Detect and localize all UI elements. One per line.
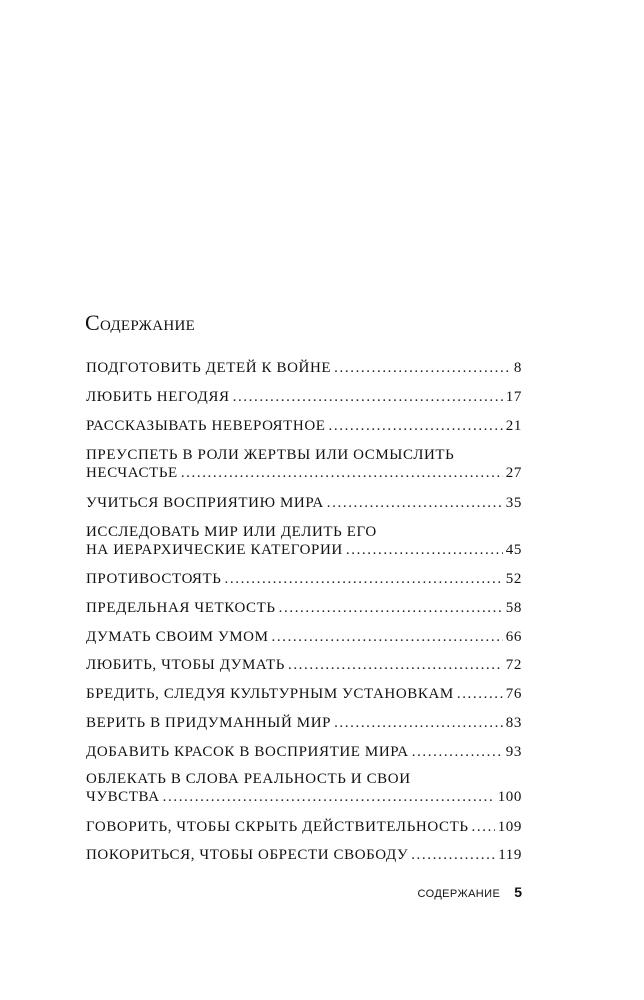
toc-entry [86, 656, 522, 674]
toc-entry-line [86, 788, 522, 806]
toc-dot-leader [163, 788, 495, 806]
toc-entry-title: ПРОТИВОСТОЯТЬ [86, 571, 222, 587]
toc-entry-line [86, 685, 522, 703]
toc-entry-line [86, 388, 522, 406]
toc-entry-page: 21 [505, 418, 522, 434]
toc-entry [86, 359, 522, 377]
toc-entry [86, 494, 522, 512]
toc-entry-title: ДУМАТЬ СВОИМ УМОМ [86, 629, 269, 645]
toc-entry-title-line1: ОБЛЕКАТЬ В СЛОВА РЕАЛЬНОСТЬ И СВОИ [86, 771, 411, 787]
toc-dot-leader [411, 846, 495, 864]
toc-dot-leader [272, 628, 503, 646]
toc-entry [86, 599, 522, 617]
toc-entry [86, 685, 522, 703]
toc-heading: Содержание [85, 310, 196, 335]
running-footer [418, 884, 523, 900]
toc-dot-leader [233, 388, 503, 406]
toc-entry-title: ГОВОРИТЬ, ЧТОБЫ СКРЫТЬ ДЕЙСТВИТЕЛЬНОСТЬ [86, 819, 469, 835]
toc-entry-title: НА ИЕРАРХИЧЕСКИЕ КАТЕГОРИИ [86, 542, 343, 558]
toc-entry-page: 52 [505, 571, 522, 587]
toc-entry-line [86, 656, 522, 674]
toc-entry [86, 628, 522, 646]
toc-entry-title: ПРЕДЕЛЬНАЯ ЧЕТКОСТЬ [86, 600, 276, 616]
toc-entry-page: 83 [505, 715, 522, 731]
toc-entry-page: 45 [505, 542, 522, 558]
toc-entry [86, 743, 522, 761]
footer-section-label: СОДЕРЖАНИЕ [417, 888, 501, 900]
toc-entry-page: 66 [505, 629, 522, 645]
toc-dot-leader [412, 743, 503, 761]
toc-entry-page: 93 [505, 744, 522, 760]
toc-dot-leader [457, 685, 503, 703]
toc-entry [86, 417, 522, 435]
toc-entry-page: 58 [505, 600, 522, 616]
toc-entry-page: 109 [497, 819, 522, 835]
toc-entry-title-line1: ПРЕУСПЕТЬ В РОЛИ ЖЕРТВЫ ИЛИ ОСМЫСЛИТЬ [86, 447, 455, 463]
toc-entry-title: ПОДГОТОВИТЬ ДЕТЕЙ К ВОЙНЕ [86, 360, 332, 376]
toc-entry-line [86, 570, 522, 588]
toc-entry-title: ЛЮБИТЬ НЕГОДЯЯ [86, 389, 230, 405]
toc-entry [86, 818, 522, 836]
toc-entry-title: БРЕДИТЬ, СЛЕДУЯ КУЛЬТУРНЫМ УСТАНОВКАМ [86, 686, 454, 702]
toc-entry [86, 570, 522, 588]
toc-dot-leader [288, 656, 503, 674]
toc-entry-title: ВЕРИТЬ В ПРИДУМАННЫЙ МИР [86, 715, 332, 731]
toc-dot-leader [334, 359, 511, 377]
toc-entry-line [86, 628, 522, 646]
toc-entry-line [86, 714, 522, 732]
toc-dot-leader [346, 541, 503, 559]
toc-entry-title: ЛЮБИТЬ, ЧТОБЫ ДУМАТЬ [86, 657, 285, 673]
toc-entry-page: 119 [498, 847, 522, 863]
toc-entry-title: ЧУВСТВА [86, 789, 160, 805]
toc-entry-page: 17 [505, 389, 522, 405]
toc-entry-line [86, 417, 522, 435]
toc-entry-line [86, 359, 522, 377]
toc-dot-leader [279, 599, 503, 617]
toc-entry-page: 72 [505, 657, 522, 673]
toc-entry-line [86, 743, 522, 761]
toc-entry [86, 446, 522, 482]
toc-dot-leader [329, 417, 503, 435]
toc-entry-page: 35 [505, 495, 522, 511]
toc-entry-page: 100 [497, 789, 522, 805]
footer-page-number: 5 [514, 884, 522, 900]
toc-entry-line [86, 599, 522, 617]
toc-entry-title: РАССКАЗЫВАТЬ НЕВЕРОЯТНОЕ [86, 418, 326, 434]
toc-dot-leader [472, 818, 495, 836]
toc-entry-page: 27 [505, 465, 522, 481]
toc-dot-leader [327, 494, 503, 512]
toc-entry-page: 8 [513, 360, 522, 376]
toc-entry [86, 388, 522, 406]
toc-entry-line [86, 818, 522, 836]
toc-entry-title-line1: ИССЛЕДОВАТЬ МИР ИЛИ ДЕЛИТЬ ЕГО [86, 524, 377, 540]
toc-entry [86, 770, 522, 806]
toc-entry-title: ПОКОРИТЬСЯ, ЧТОБЫ ОБРЕСТИ СВОБОДУ [86, 847, 409, 863]
toc-entry [86, 846, 522, 864]
toc-dot-leader [181, 464, 503, 482]
toc-entry-title: УЧИТЬСЯ ВОСПРИЯТИЮ МИРА [86, 495, 324, 511]
toc-entry-line [86, 494, 522, 512]
toc-entry [86, 714, 522, 732]
toc-entry-title: НЕСЧАСТЬЕ [86, 465, 178, 481]
toc-dot-leader [334, 714, 503, 732]
toc-dot-leader [225, 570, 503, 588]
toc-entry-page: 76 [505, 686, 522, 702]
toc-entry [86, 523, 522, 559]
toc-entry-line [86, 464, 522, 482]
toc-entry-line [86, 541, 522, 559]
toc-entry-line [86, 846, 522, 864]
toc-entry-title: ДОБАВИТЬ КРАСОК В ВОСПРИЯТИЕ МИРА [86, 744, 409, 760]
